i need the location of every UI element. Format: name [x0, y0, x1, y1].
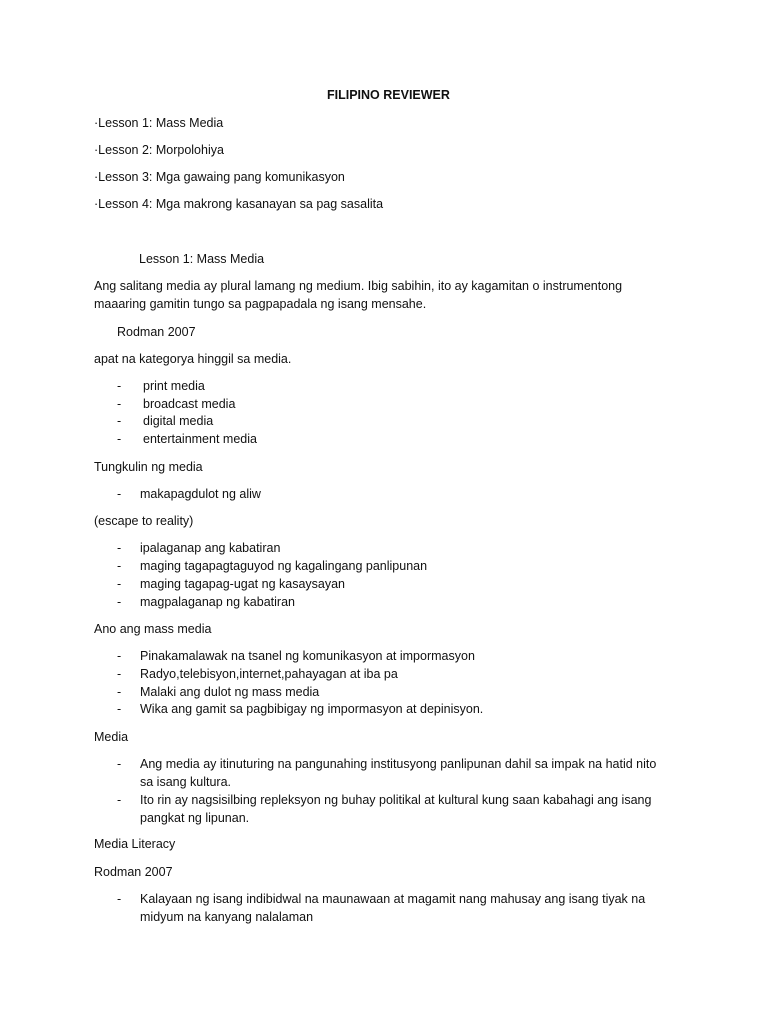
list-item: Kalayaan ng isang indibidwal na maunawaan at magamit nang mahusay ang isang tiyak na midyum na kanyang nalalaman: [140, 892, 646, 924]
list-item: broadcast media: [143, 397, 236, 411]
list-item: print media: [143, 379, 205, 393]
list-dash: -: [117, 379, 122, 393]
toc-item-2: ·Lesson 2: Morpolohiya: [94, 143, 224, 157]
list-dash: -: [117, 793, 122, 807]
list-dash: -: [117, 892, 122, 906]
list-dash: -: [117, 541, 122, 555]
intro-paragraph: Ang salitang media ay plural lamang ng medium. Ibig sabihin, ito ay kagamitan o instrumentong maaaring gamitin tungo sa pagpapadala ng isang mensahe.: [94, 279, 623, 311]
toc-item-1: ·Lesson 1: Mass Media: [94, 116, 224, 130]
media-literacy-heading: Media Literacy: [94, 837, 176, 851]
mass-media-heading: Ano ang mass media: [94, 622, 212, 636]
escape-note: (escape to reality): [94, 514, 194, 528]
document-title: FILIPINO REVIEWER: [327, 88, 450, 102]
list-dash: -: [117, 649, 122, 663]
list-dash: -: [117, 757, 122, 771]
list-item: digital media: [143, 414, 214, 428]
toc-item-3: ·Lesson 3: Mga gawaing pang komunikasyon: [94, 170, 345, 184]
list-item: Ang media ay itinuturing na pangunahing institusyong panlipunan dahil sa impak na hatid nito sa isang kultura.: [140, 757, 657, 789]
list-dash: -: [117, 595, 122, 609]
categories-intro: apat na kategorya hinggil sa media.: [94, 352, 292, 366]
tungkulin-heading: Tungkulin ng media: [94, 460, 203, 474]
list-item: Pinakamalawak na tsanel ng komunikasyon at impormasyon: [140, 649, 475, 663]
list-dash: -: [117, 702, 122, 716]
lesson1-heading: Lesson 1: Mass Media: [139, 252, 265, 266]
list-item: entertainment media: [143, 432, 257, 446]
list-item: maging tagapag-ugat ng kasaysayan: [140, 577, 346, 591]
toc-item-4: ·Lesson 4: Mga makrong kasanayan sa pag sasalita: [94, 197, 384, 211]
list-dash: -: [117, 559, 122, 573]
list-item: Wika ang gamit sa pagbibigay ng impormasyon at depinisyon.: [140, 702, 484, 716]
list-dash: -: [117, 414, 122, 428]
list-dash: -: [117, 432, 122, 446]
list-item: magpalaganap ng kabatiran: [140, 595, 295, 609]
list-item: maging tagapagtaguyod ng kagalingang panlipunan: [140, 559, 428, 573]
list-dash: -: [117, 577, 122, 591]
rodman-citation: Rodman 2007: [94, 865, 173, 879]
rodman-citation: Rodman 2007: [117, 325, 196, 339]
list-dash: -: [117, 667, 122, 681]
media-heading: Media: [94, 730, 129, 744]
list-item: Ito rin ay nagsisilbing repleksyon ng buhay politikal at kultural kung saan kabahagi ang isang pangkat ng lipunan.: [140, 793, 652, 825]
list-dash: -: [117, 487, 122, 501]
list-item: ipalaganap ang kabatiran: [140, 541, 281, 555]
list-dash: -: [117, 397, 122, 411]
list-dash: -: [117, 685, 122, 699]
list-item: makapagdulot ng aliw: [140, 487, 261, 501]
list-item: Radyo,telebisyon,internet,pahayagan at iba pa: [140, 667, 398, 681]
list-item: Malaki ang dulot ng mass media: [140, 685, 320, 699]
